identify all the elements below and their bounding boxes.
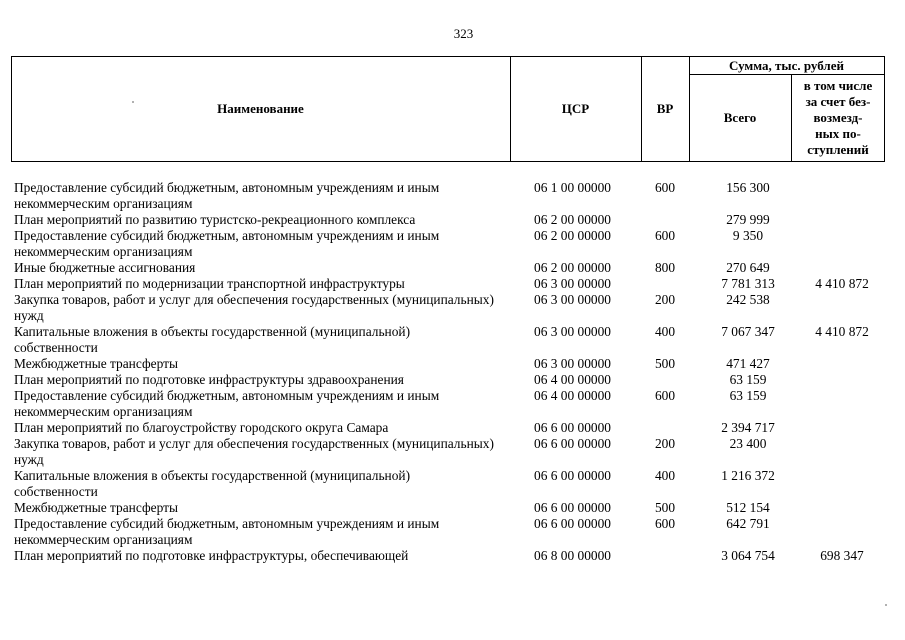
table-row [14, 420, 894, 436]
row-total: 63 159 [729, 388, 767, 403]
table-row [14, 228, 894, 260]
header-grant-line: в том числе [803, 78, 873, 93]
row-name: Предоставление субсидий бюджетным, автономным учреждениям и иным некоммерческим организациям [14, 388, 440, 419]
row-csr: 06 6 00 00000 [534, 420, 611, 435]
page-number: 323 [453, 26, 474, 41]
row-total: 1 216 372 [721, 468, 775, 483]
header-grant-line: за счет без- [805, 94, 871, 109]
table-row [14, 324, 894, 356]
row-grant: 4 410 872 [815, 324, 869, 339]
header-top-border [11, 56, 885, 57]
row-name: План мероприятий по подготовке инфраструктуры здравоохранения [14, 372, 404, 387]
row-name: Капитальные вложения в объекты государственной (муниципальной) собственности [14, 324, 411, 355]
row-name: Иные бюджетные ассигнования [14, 260, 196, 275]
header-vr: ВР [656, 101, 674, 116]
row-total: 279 999 [726, 212, 770, 227]
row-total: 7 781 313 [721, 276, 775, 291]
row-csr: 06 6 00 00000 [534, 468, 611, 483]
row-csr: 06 8 00 00000 [534, 548, 611, 563]
row-name: Предоставление субсидий бюджетным, автономным учреждениям и иным некоммерческим организациям [14, 180, 440, 211]
row-total: 471 427 [726, 356, 770, 371]
row-name: Закупка товаров, работ и услуг для обеспечения государственных (муниципальных) нужд [14, 436, 494, 467]
row-csr: 06 6 00 00000 [534, 516, 611, 531]
row-name: Межбюджетные трансферты [14, 500, 178, 515]
header-total: Всего [723, 110, 757, 125]
table-row [14, 388, 894, 420]
row-vr: 600 [654, 180, 676, 195]
row-total: 23 400 [729, 436, 767, 451]
row-name: План мероприятий по благоустройству городского округа Самара [14, 420, 389, 435]
row-csr: 06 4 00 00000 [534, 388, 611, 403]
row-total: 9 350 [732, 228, 764, 243]
row-total: 2 394 717 [721, 420, 775, 435]
row-total: 270 649 [726, 260, 770, 275]
row-csr: 06 2 00 00000 [534, 260, 611, 275]
row-total: 7 067 347 [721, 324, 775, 339]
header-grant-line: ных по- [815, 126, 861, 141]
table-row [14, 516, 894, 548]
row-csr: 06 1 00 00000 [534, 180, 611, 195]
row-grant: 698 347 [820, 548, 864, 563]
row-vr: 800 [654, 260, 676, 275]
table-row [14, 276, 894, 292]
row-csr: 06 6 00 00000 [534, 500, 611, 515]
scan-speck [885, 604, 887, 606]
table-row [14, 292, 894, 324]
row-total: 156 300 [726, 180, 770, 195]
header-right-border [884, 56, 885, 162]
row-total: 512 154 [726, 500, 770, 515]
row-name: План мероприятий по модернизации транспортной инфраструктуры [14, 276, 405, 291]
row-csr: 06 3 00 00000 [534, 276, 611, 291]
row-csr: 06 2 00 00000 [534, 212, 611, 227]
row-vr: 600 [654, 228, 676, 243]
row-vr: 600 [654, 516, 676, 531]
table-row [14, 548, 894, 564]
row-csr: 06 3 00 00000 [534, 356, 611, 371]
table-row [14, 468, 894, 500]
row-total: 3 064 754 [721, 548, 775, 563]
row-vr: 500 [654, 356, 676, 371]
row-name: Закупка товаров, работ и услуг для обеспечения государственных (муниципальных) нужд [14, 292, 494, 323]
row-name: Предоставление субсидий бюджетным, автономным учреждениям и иным некоммерческим организациям [14, 516, 440, 547]
row-name: Межбюджетные трансферты [14, 356, 178, 371]
header-csr: ЦСР [561, 101, 590, 116]
row-grant: 4 410 872 [815, 276, 869, 291]
row-name: План мероприятий по подготовке инфраструктуры, обеспечивающей [14, 548, 409, 563]
header-amount-group: Сумма, тыс. рублей [729, 58, 844, 73]
row-name: Предоставление субсидий бюджетным, автономным учреждениям и иным некоммерческим организациям [14, 228, 440, 259]
table-row [14, 356, 894, 372]
table-row [14, 372, 894, 388]
row-total: 63 159 [729, 372, 767, 387]
row-name: План мероприятий по развитию туристско-рекреационного комплекса [14, 212, 416, 227]
row-vr: 200 [654, 436, 676, 451]
header-grant-line: ступлений [807, 142, 869, 157]
row-total: 242 538 [726, 292, 770, 307]
table-row [14, 500, 894, 516]
row-csr: 06 3 00 00000 [534, 324, 611, 339]
header-grant [792, 78, 884, 158]
table-row [14, 212, 894, 228]
header-grant-line: возмезд- [813, 110, 863, 125]
row-total: 642 791 [726, 516, 770, 531]
row-csr: 06 3 00 00000 [534, 292, 611, 307]
row-vr: 500 [654, 500, 676, 515]
row-vr: 400 [654, 324, 676, 339]
row-csr: 06 4 00 00000 [534, 372, 611, 387]
table-body [14, 180, 894, 564]
row-csr: 06 2 00 00000 [534, 228, 611, 243]
row-csr: 06 6 00 00000 [534, 436, 611, 451]
header-bottom-border [11, 161, 885, 162]
row-vr: 200 [654, 292, 676, 307]
table-row [14, 180, 894, 212]
header-amount-divider [689, 74, 885, 75]
row-vr: 400 [654, 468, 676, 483]
table-row [14, 260, 894, 276]
scan-speck [132, 101, 134, 103]
row-name: Капитальные вложения в объекты государственной (муниципальной) собственности [14, 468, 411, 499]
table-row [14, 436, 894, 468]
header-name: Наименование [217, 101, 304, 116]
row-vr: 600 [654, 388, 676, 403]
